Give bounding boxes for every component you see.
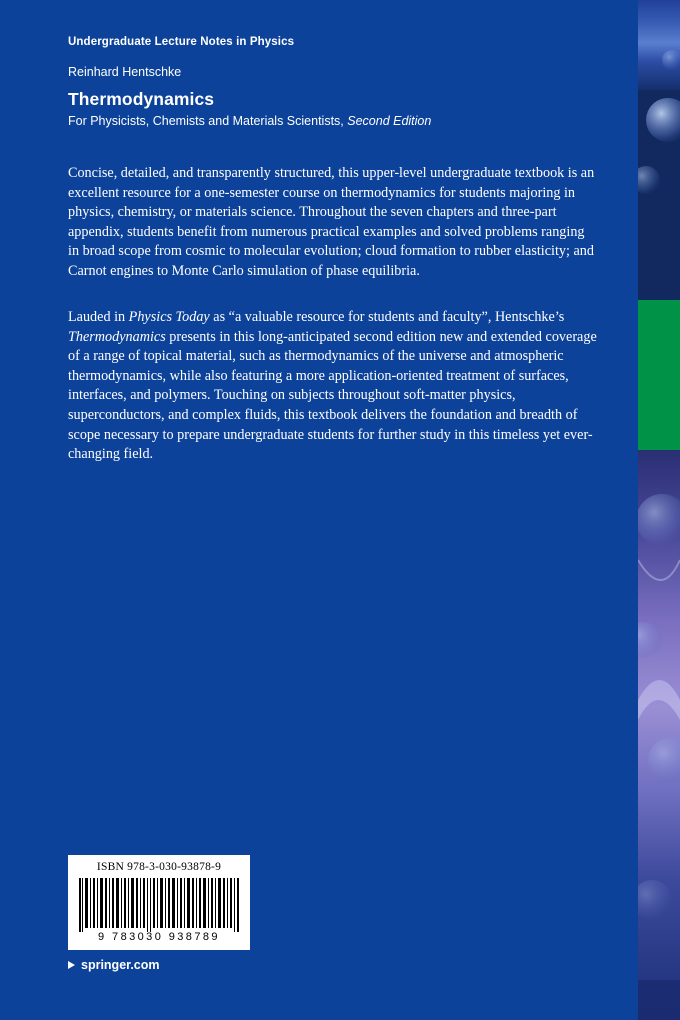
- green-accent-band: [638, 300, 680, 450]
- book-title: Thermodynamics: [68, 89, 215, 109]
- isbn-digits: 9 783030 938789: [98, 931, 220, 943]
- subtitle-edition: Second Edition: [347, 114, 432, 128]
- blurb-paragraph-1: Concise, detailed, and transparently structured, this upper-level undergraduate textbook is an excellent resource for a one-semester course on thermodynamics for students majoring in physics, chemistry, or materials science. Throughout the seven chapters and three-part appendix, students benefit from numerous practical examples and solved problems ranging in broad scope from cosmic to molecular evolution; cloud formation to rubber elasticity; and Carnot engines to Monte Carlo simulation of phase equilibria.: [68, 165, 595, 279]
- play-triangle-icon: [68, 961, 75, 969]
- blurb2-part3: presents in this long-anticipated second edition new and extended coverage of a range of topical material, such as thermodynamics of the universe and atmospheric thermodynamics, while also featuring a more application-oriented treatment of surfaces, interfaces, and polymers. Touching on subjects throughout soft-matter physics, superconductors, and complex fluids, this textbook delivers the foundation and breadth of scope necessary to prepare undergraduate students for further study in this timeless yet ever-changing field.: [68, 328, 597, 463]
- publisher-link[interactable]: [68, 958, 160, 972]
- publisher-name: springer.com: [81, 958, 160, 972]
- blurb2-italic-thermodynamics: Thermodynamics: [68, 328, 166, 345]
- cover-decorative-strip: [638, 0, 680, 1020]
- author-name: Reinhard Hentschke: [68, 65, 182, 79]
- blurb2-part2: as “a valuable resource for students and faculty”, Hentschke’s: [209, 309, 565, 325]
- isbn-barcode-block: [68, 855, 250, 950]
- blurb-paragraph-2: [68, 308, 598, 465]
- blurb2-italic-physics-today: Physics Today: [128, 309, 210, 325]
- blurb2-part1: Lauded in: [68, 309, 129, 325]
- series-title: Undergraduate Lecture Notes in Physics: [68, 36, 295, 48]
- strip-graphic: [638, 0, 680, 1020]
- isbn-label: ISBN 978-3-030-93878-9: [96, 861, 222, 873]
- barcode-bars: [79, 878, 239, 932]
- subtitle-main: For Physicists, Chemists and Materials Scientists,: [68, 114, 348, 128]
- book-subtitle: [68, 114, 608, 128]
